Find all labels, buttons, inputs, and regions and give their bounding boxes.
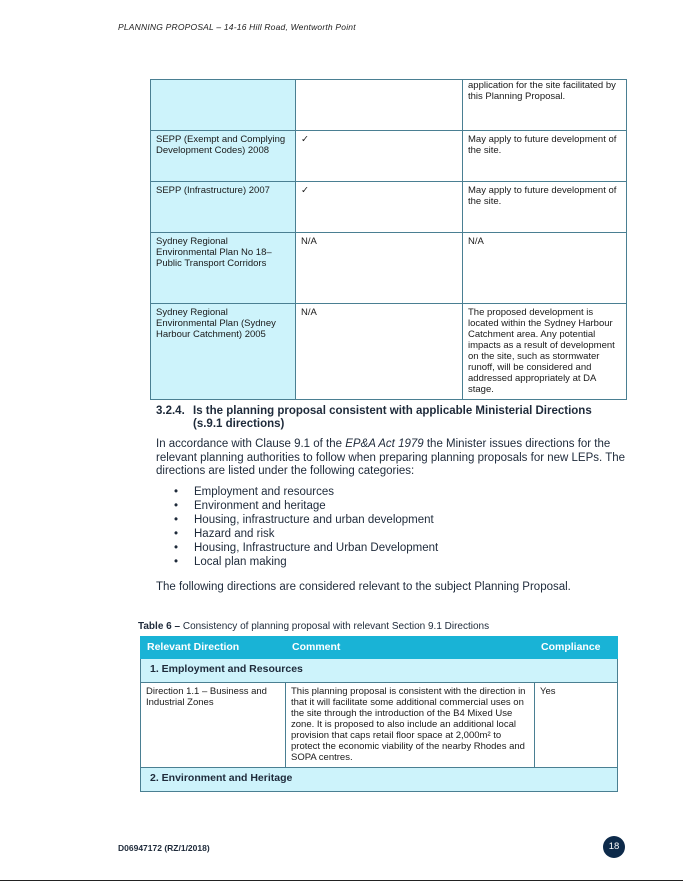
directions-table [140, 636, 618, 792]
table-caption-label: Table 6 – [138, 621, 181, 632]
sepp-comment-cell: application for the site facilitated by this Planning Proposal. [463, 80, 627, 131]
sepp-comment-cell: The proposed development is located within the Sydney Harbour Catchment area. Any potential impacts as a result of development on the site, such as stormwater runoff, will be considered and addressed appropriately at DA stage. [463, 304, 627, 400]
sepp-name-cell: Sydney Regional Environmental Plan No 18– Public Transport Corridors [151, 233, 296, 304]
relevant-directions-paragraph: The following directions are considered relevant to the subject Planning Proposal. [156, 581, 571, 593]
sepp-applies-cell: ✓ [296, 131, 463, 182]
sepp-name-cell: Sydney Regional Environmental Plan (Sydney Harbour Catchment) 2005 [151, 304, 296, 400]
column-header-direction: Relevant Direction [141, 637, 286, 659]
section-number: 3.2.4. [156, 405, 185, 417]
table-row [151, 80, 627, 131]
sepp-name-cell: SEPP (Infrastructure) 2007 [151, 182, 296, 233]
section-heading-line2: (s.9.1 directions) [193, 418, 285, 430]
sepp-comment-cell: May apply to future development of the site. [463, 182, 627, 233]
act-name: EP&A Act 1979 [345, 438, 424, 450]
bottom-divider [0, 880, 683, 881]
table-header-row [141, 637, 618, 659]
column-header-compliance: Compliance [535, 637, 618, 659]
list-item: • Local plan making [174, 555, 438, 569]
group-heading-environment: 2. Environment and Heritage [141, 768, 618, 792]
table-row [141, 683, 618, 768]
group-row [141, 768, 618, 792]
document-id: D06947172 (RZ/1/2018) [118, 843, 210, 853]
sepp-name-cell [151, 80, 296, 131]
table-row [151, 233, 627, 304]
page-header-title: PLANNING PROPOSAL – 14-16 Hill Road, Wentworth Point [118, 22, 356, 32]
intro-text-pre: In accordance with Clause 9.1 of the [156, 438, 346, 450]
list-item: • Housing, infrastructure and urban development [174, 513, 438, 527]
sepp-applies-cell: N/A [296, 233, 463, 304]
sepp-table [150, 79, 627, 400]
table-caption [138, 621, 489, 632]
page-number-badge: 18 [603, 836, 625, 858]
group-heading-employment: 1. Employment and Resources [141, 659, 618, 683]
list-item: • Environment and heritage [174, 499, 438, 513]
sepp-comment-cell: N/A [463, 233, 627, 304]
section-heading [156, 405, 592, 431]
table-row [151, 131, 627, 182]
compliance-cell: Yes [535, 683, 618, 768]
table-row [151, 182, 627, 233]
direction-categories-list [174, 485, 438, 569]
direction-cell: Direction 1.1 – Business and Industrial Zones [141, 683, 286, 768]
intro-text-post: the Minister issues directions for the relevant planning authorities to follow when preparing planning proposals for new LEPs. The directions are listed under the following categories: [156, 438, 626, 477]
sepp-applies-cell: ✓ [296, 182, 463, 233]
sepp-applies-cell: N/A [296, 304, 463, 400]
table-caption-text: Consistency of planning proposal with relevant Section 9.1 Directions [180, 621, 490, 632]
sepp-applies-cell [296, 80, 463, 131]
sepp-name-cell: SEPP (Exempt and Complying Development Codes) 2008 [151, 131, 296, 182]
list-item: • Housing, Infrastructure and Urban Development [174, 541, 438, 555]
comment-cell: This planning proposal is consistent with the direction in that it will facilitate some additional commercial uses on the site through the introduction of the B4 Mixed Use zone. It is proposed to also include an additional local provision that caps retail floor space at 2,000m² to protect the economic viability of the nearby Rhodes and SOPA centres. [286, 683, 535, 768]
list-item: • Employment and resources [174, 485, 438, 499]
table-row [151, 304, 627, 400]
group-row [141, 659, 618, 683]
sepp-comment-cell: May apply to future development of the site. [463, 131, 627, 182]
list-item: • Hazard and risk [174, 527, 438, 541]
column-header-comment: Comment [286, 637, 535, 659]
section-heading-line1: Is the planning proposal consistent with applicable Ministerial Directions [193, 405, 592, 417]
intro-paragraph [156, 438, 626, 479]
